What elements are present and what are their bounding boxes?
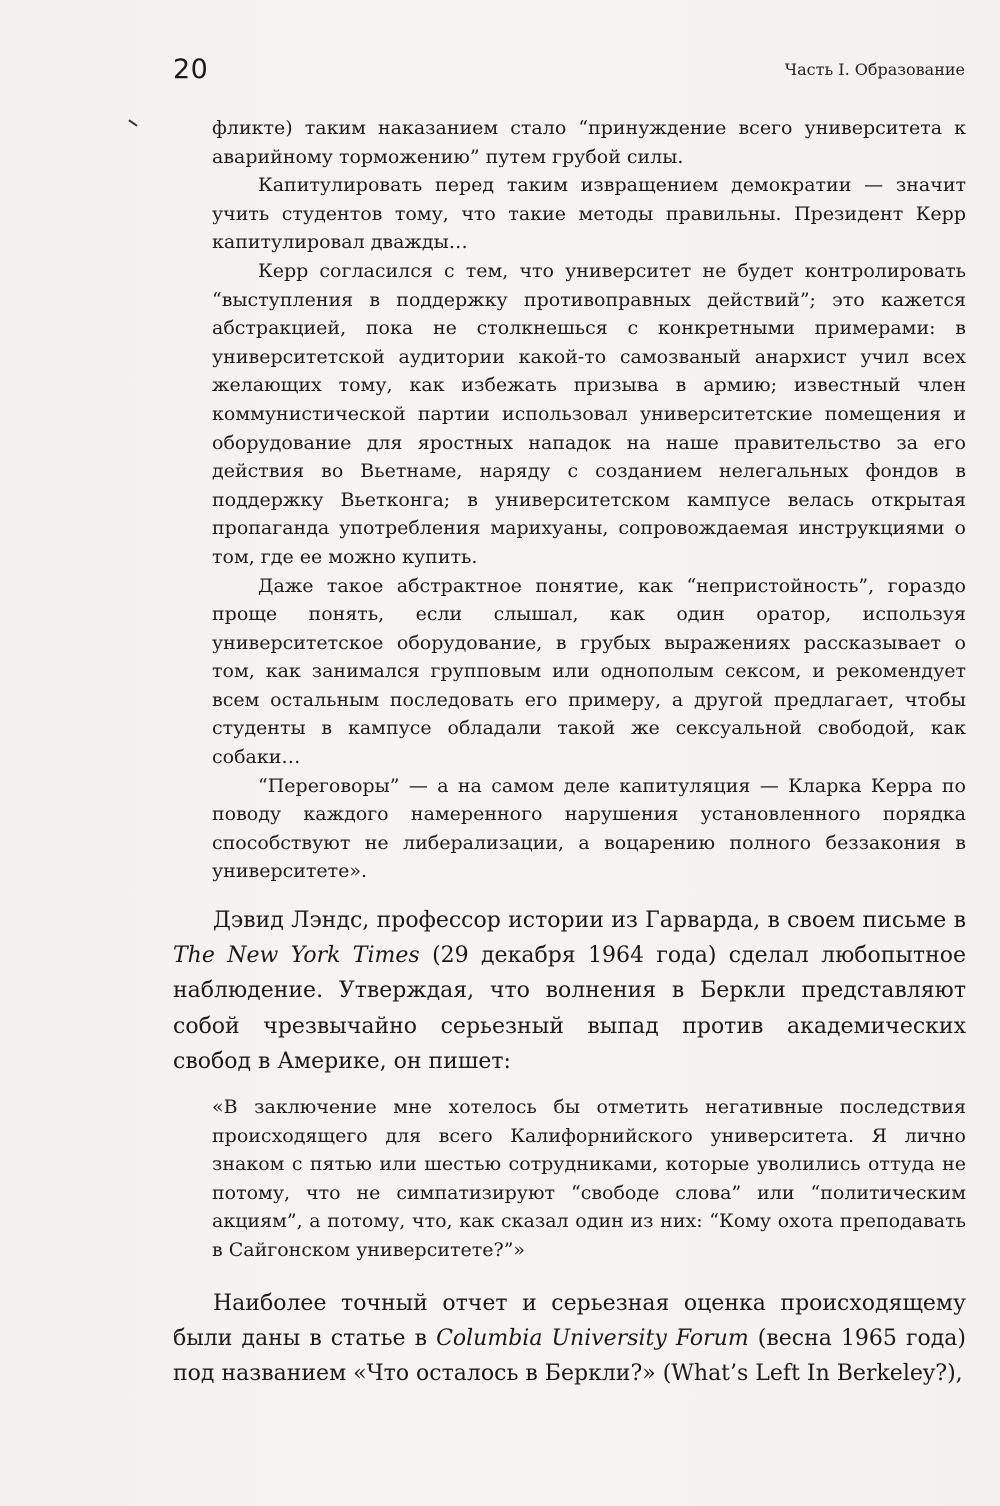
body-paragraph-landes (173, 903, 966, 1079)
block-quote-2 (212, 1093, 966, 1265)
quote-paragraph: “Переговоры” — а на самом деле капитуляция — Кларка Керра по поводу каждого намеренного нарушения установленного порядка способствуют не либерализации, а воцарению полного беззакония в университете». (212, 774, 966, 883)
body-paragraph-forum (173, 1286, 966, 1392)
margin-mark (128, 119, 137, 126)
text-run: (весна 1965 года) под названием «Что осталось в Беркли?» (What’s Left In Berkeley?), (173, 1326, 966, 1387)
text-run: (29 декабря 1964 года) сделал любопытное наблюдение. Утверждая, что волнения в Беркли представляют собой чрезвычайно серьезный выпад против академических свобод в Америке, он пишет: (173, 943, 967, 1074)
page-number: 20 (173, 54, 209, 85)
text-run: Дэвид Лэндс, профессор истории из Гарварда, в своем письме в (213, 908, 966, 933)
quote-paragraph: «В заключение мне хотелось бы отметить негативные последствия происходящего для всего Калифорнийского университета. Я лично знаком с пятью или шестью сотрудниками, которые уволились оттуда не потому, что не симпатизируют “свободе слова” или “политическим акциям”, а потому, что, как сказал один из них: “Кому охота преподавать в Сайгонском университете?”» (212, 1096, 966, 1261)
block-quote-1 (212, 114, 966, 886)
quote-paragraph: Даже такое абстрактное понятие, как “непристойность”, гораздо проще понять, если слышал, как один оратор, используя университетское оборудование, в грубых выражениях рассказывает о том, как занимался групповым или однополым сексом, и рекомендует всем остальным последовать его примеру, а другой предлагает, чтобы студенты в кампусе обладали такой же сексуальной свободой, как собаки… (212, 574, 966, 769)
running-head: Часть I. Образование (784, 60, 965, 79)
quote-paragraph: Капитулировать перед таким извращением демократии — значит учить студентов тому, что такие методы правильны. Президент Керр капитулировал дважды… (212, 174, 966, 254)
publication-title: The New York Times (173, 943, 420, 969)
quote-paragraph: Керр согласился с тем, что университет не будет контролировать “выступления в поддержку противоправных действий”; это кажется абстракцией, пока не столкнешься с конкретными примерами: в университетской аудитории какой-то самозваный анархист учил всех желающих тому, как избежать призыва в армию; известный член коммунистической партии использовал университетские помещения и оборудование для яростных нападок на наше правительство за его действия во Вьетнаме, наряду с созданием нелегальных фондов в поддержку Вьетконга; в университетском кампусе велась открытая пропаганда употребления марихуаны, сопровождаемая инструкциями о том, где ее можно купить. (212, 259, 966, 568)
quote-paragraph: фликте) таким наказанием стало “принуждение всего университета к аварийному торможению” путем грубой силы. (212, 117, 966, 168)
publication-title: Columbia University Forum (436, 1326, 749, 1352)
text-run: Наиболее точный отчет и серьезная оценка происходящему были даны в статье в (173, 1291, 966, 1352)
